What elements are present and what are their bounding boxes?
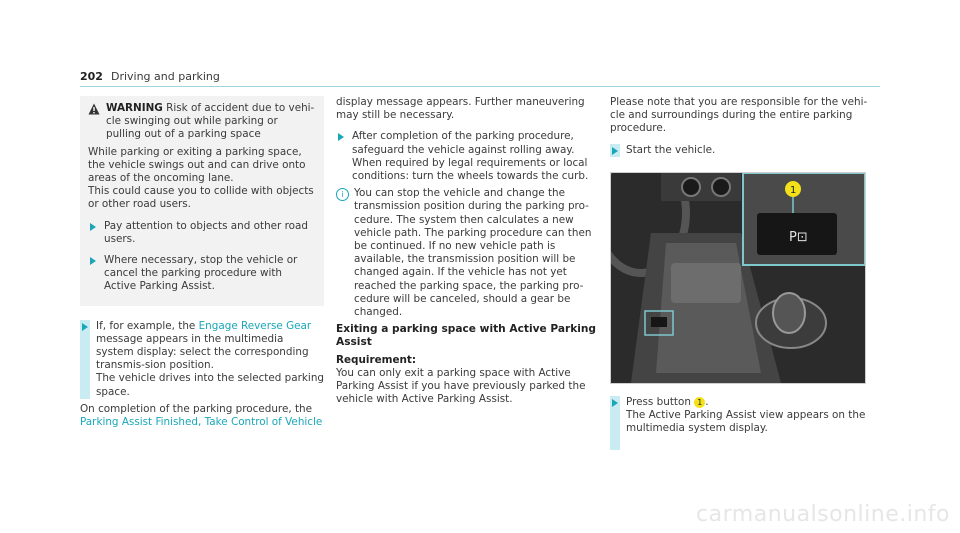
warning-icon bbox=[88, 103, 100, 115]
warning-label: WARNING bbox=[106, 102, 163, 114]
warning-box bbox=[80, 96, 324, 306]
step-text-end: . bbox=[705, 396, 709, 408]
instruction-step bbox=[80, 320, 324, 399]
warning-text-2: This could cause you to collide with objects or other road users. bbox=[88, 185, 314, 211]
step-arrow-icon bbox=[338, 133, 344, 141]
info-icon: i bbox=[336, 188, 349, 201]
page-header bbox=[80, 70, 220, 83]
watermark: carmanualsonline.info bbox=[696, 502, 950, 527]
info-note-text: You can stop the vehicle and change the transmission position during the parking pro-cedure. The system then calculates a new vehicle path. The parking procedure can then be continued. If no new vehicle path is available, the transmission position will be changed again. If the vehicle has not yet reached the parking space, the parking pro-cedure will be canceled, should a gear be changed. bbox=[354, 187, 592, 319]
engage-reverse-gear-message: Engage Reverse Gear bbox=[198, 319, 312, 332]
instruction-step bbox=[336, 130, 600, 183]
requirement-text: You can only exit a parking space with Active Parking Assist if you have previously parked the vehicle with Active Parking Assist. bbox=[336, 366, 586, 406]
step-arrow-icon bbox=[90, 223, 96, 231]
step-text: Press button bbox=[626, 396, 695, 408]
step-text: After completion of the parking procedure, safeguard the vehicle against rolling away. When required by legal requirements or local conditions: turn the wheels towards the curb. bbox=[352, 130, 589, 183]
header-divider bbox=[80, 86, 880, 87]
callout-number: 1 bbox=[694, 397, 705, 408]
intro-text: display message appears. Further maneuvering may still be necessary. bbox=[336, 96, 585, 122]
parking-button-icon: P⊡ bbox=[789, 230, 808, 245]
requirement-label: Requirement: bbox=[336, 353, 417, 366]
step-arrow-icon bbox=[90, 257, 96, 265]
step-arrow-icon bbox=[612, 147, 618, 155]
warning-title: Risk of accident due to vehi-cle swinging out while parking or pulling out of a parking space bbox=[106, 102, 315, 141]
svg-text:1: 1 bbox=[790, 185, 797, 196]
step-arrow-icon bbox=[82, 323, 88, 331]
section-title: Driving and parking bbox=[110, 70, 220, 83]
parking-assist-finished-message: Parking Assist Finished, Take Control of Vehicle bbox=[80, 416, 323, 429]
column-1 bbox=[80, 96, 324, 429]
column-3-lower bbox=[610, 392, 870, 454]
warning-step-1-text: Pay attention to objects and other road users. bbox=[104, 219, 308, 245]
column-3 bbox=[610, 96, 870, 161]
completion-text: On completion of the parking procedure, the bbox=[80, 402, 313, 415]
step-result: The Active Parking Assist view appears on the multimedia system display. bbox=[626, 409, 866, 435]
column-2 bbox=[336, 96, 600, 406]
step-text-cont: message appears in the multimedia system display: select the corresponding transmis-sion position. bbox=[96, 332, 309, 372]
intro-text: Please note that you are responsible for the vehi-cle and surroundings during the entire parking procedure. bbox=[610, 96, 868, 135]
step-text: If, for example, the bbox=[96, 319, 199, 332]
warning-text-1: While parking or exiting a parking space, the vehicle swings out and can drive onto areas of the oncoming lane. bbox=[88, 145, 306, 185]
warning-step-2 bbox=[88, 254, 316, 294]
step-text: Start the vehicle. bbox=[626, 143, 716, 156]
warning-head bbox=[88, 102, 316, 142]
step-result: The vehicle drives into the selected parking space. bbox=[96, 372, 324, 398]
warning-step-1 bbox=[88, 220, 316, 246]
info-note bbox=[336, 187, 600, 319]
instruction-step bbox=[610, 396, 870, 450]
section-heading: Exiting a parking space with Active Parking Assist bbox=[336, 323, 597, 349]
page-number: 202 bbox=[80, 70, 103, 83]
warning-step-2-text: Where necessary, stop the vehicle or cancel the parking procedure with Active Parking Assist. bbox=[104, 254, 298, 293]
interior-photo bbox=[610, 172, 866, 384]
instruction-step bbox=[610, 144, 870, 157]
center-console-illustration bbox=[611, 173, 865, 383]
step-arrow-icon bbox=[612, 399, 618, 407]
